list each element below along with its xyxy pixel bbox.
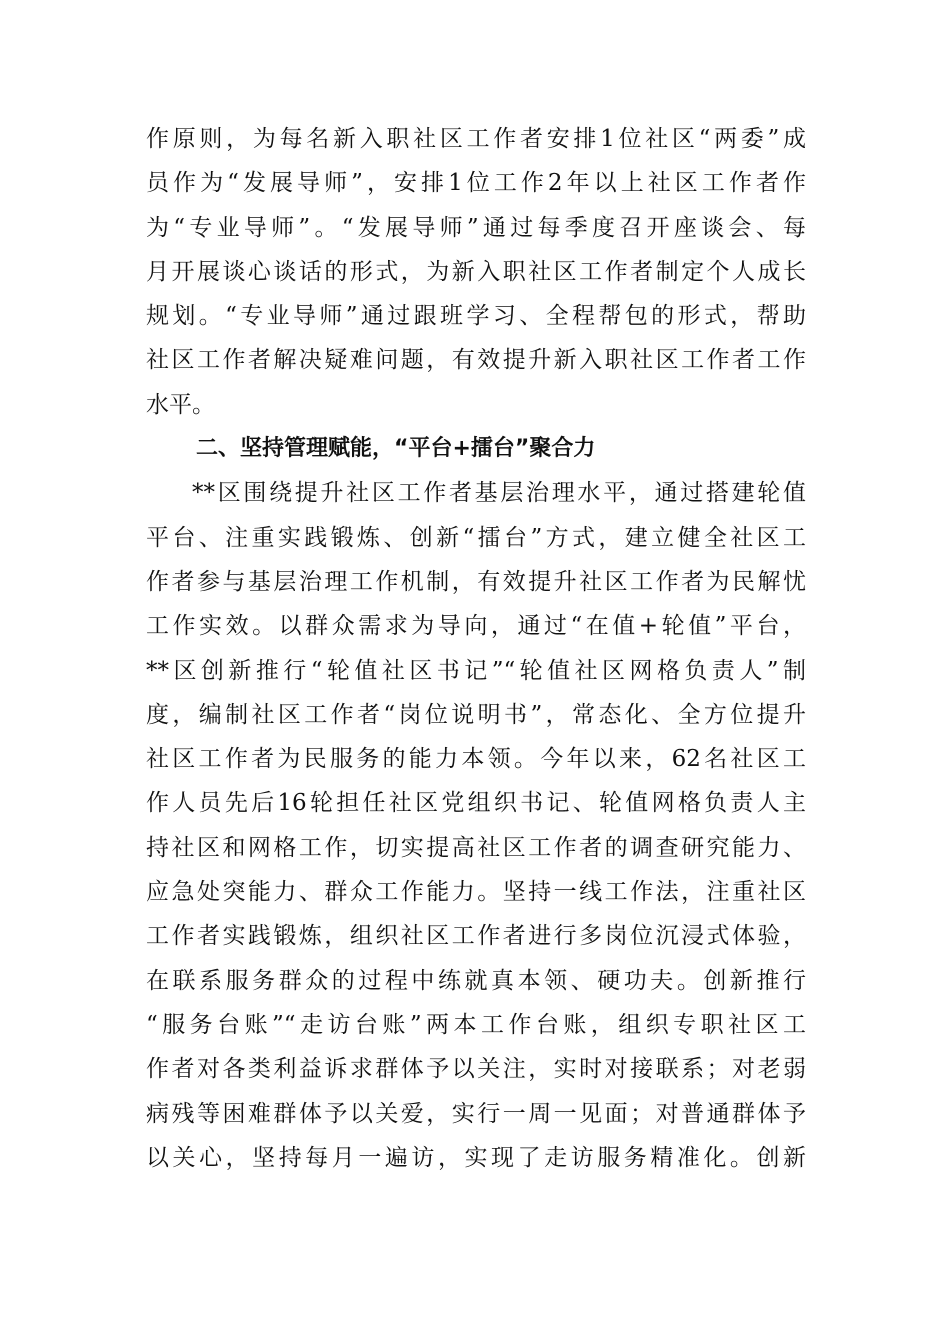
text-line: 平台、注重实践锻炼、创新“擂台”方式，建立健全社区工: [146, 524, 806, 551]
text-line: 持社区和网格工作，切实提高社区工作者的调查研究能力、: [146, 834, 806, 861]
document-body: [146, 117, 806, 1180]
section-heading: 二、坚持管理赋能，“平台+擂台”聚合力: [196, 436, 596, 462]
text-line: 规划。“专业导师”通过跟班学习、全程帮包的形式，帮助: [146, 303, 806, 330]
text-line: 作者对各类利益诉求群体予以关注，实时对接联系；对老弱: [146, 1056, 806, 1083]
text-line: 工作者实践锻炼，组织社区工作者进行多岗位沉浸式体验，: [146, 923, 806, 950]
text-line: 水平。: [146, 391, 215, 418]
text-line: 社区工作者解决疑难问题，有效提升新入职社区工作者工作: [146, 347, 806, 374]
text-line: 应急处突能力、群众工作能力。坚持一线工作法，注重社区: [146, 879, 806, 906]
text-line: 在联系服务群众的过程中练就真本领、硬功夫。创新推行: [146, 967, 806, 994]
text-line: 以关心，坚持每月一遍访，实现了走访服务精准化。创新: [146, 1144, 806, 1171]
text-line: 作原则，为每名新入职社区工作者安排1位社区“两委”成: [146, 126, 806, 152]
text-line: 员作为“发展导师”，安排1位工作2年以上社区工作者作: [146, 170, 806, 197]
text-line: “服务台账”“走访台账”两本工作台账，组织专职社区工: [146, 1011, 806, 1038]
text-line: 作者参与基层治理工作机制，有效提升社区工作者为民解忧: [146, 568, 806, 595]
text-line: 度，编制社区工作者“岗位说明书”，常态化、全方位提升: [146, 701, 806, 728]
text-line: **区围绕提升社区工作者基层治理水平，通过搭建轮值: [192, 480, 806, 507]
text-line: **区创新推行“轮值社区书记”“轮值社区网格负责人”制: [146, 657, 806, 684]
text-line: 作人员先后16轮担任社区党组织书记、轮值网格负责人主: [146, 790, 806, 817]
text-line: 社区工作者为民服务的能力本领。今年以来，62名社区工: [146, 746, 806, 773]
text-line: 为“专业导师”。“发展导师”通过每季度召开座谈会、每: [146, 214, 806, 241]
text-line: 工作实效。以群众需求为导向，通过“在值+轮值”平台，: [146, 613, 806, 640]
text-line: 月开展谈心谈话的形式，为新入职社区工作者制定个人成长: [146, 258, 806, 285]
text-line: 病残等困难群体予以关爱，实行一周一见面；对普通群体予: [146, 1100, 806, 1127]
